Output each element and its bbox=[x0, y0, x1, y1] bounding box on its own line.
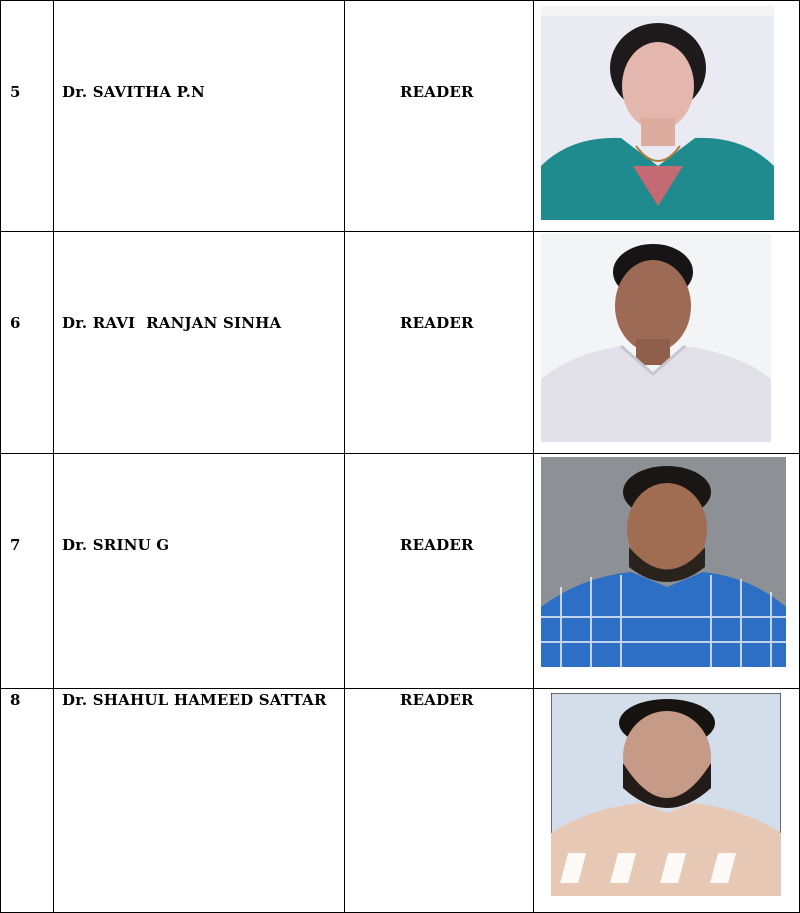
serial-number: 8 bbox=[10, 691, 21, 709]
staff-photo bbox=[551, 693, 781, 896]
column-divider bbox=[533, 0, 534, 913]
row-divider bbox=[0, 688, 800, 689]
staff-designation: READER bbox=[400, 314, 474, 332]
row-divider bbox=[0, 231, 800, 232]
staff-photo bbox=[541, 457, 786, 667]
row-divider bbox=[0, 453, 800, 454]
column-divider bbox=[344, 0, 345, 913]
staff-designation: READER bbox=[400, 691, 474, 709]
staff-photo bbox=[541, 6, 774, 220]
serial-number: 6 bbox=[10, 314, 21, 332]
staff-name: Dr. SHAHUL HAMEED SATTAR bbox=[62, 691, 327, 709]
staff-designation: READER bbox=[400, 536, 474, 554]
staff-name: Dr. SAVITHA P.N bbox=[62, 83, 205, 101]
staff-designation: READER bbox=[400, 83, 474, 101]
serial-number: 5 bbox=[10, 83, 21, 101]
staff-name: Dr. SRINU G bbox=[62, 536, 170, 554]
serial-number: 7 bbox=[10, 536, 21, 554]
staff-photo bbox=[541, 234, 771, 442]
column-divider bbox=[0, 0, 1, 913]
row-divider bbox=[0, 0, 800, 1]
column-divider bbox=[53, 0, 54, 913]
staff-name: Dr. RAVI RANJAN SINHA bbox=[62, 314, 282, 332]
